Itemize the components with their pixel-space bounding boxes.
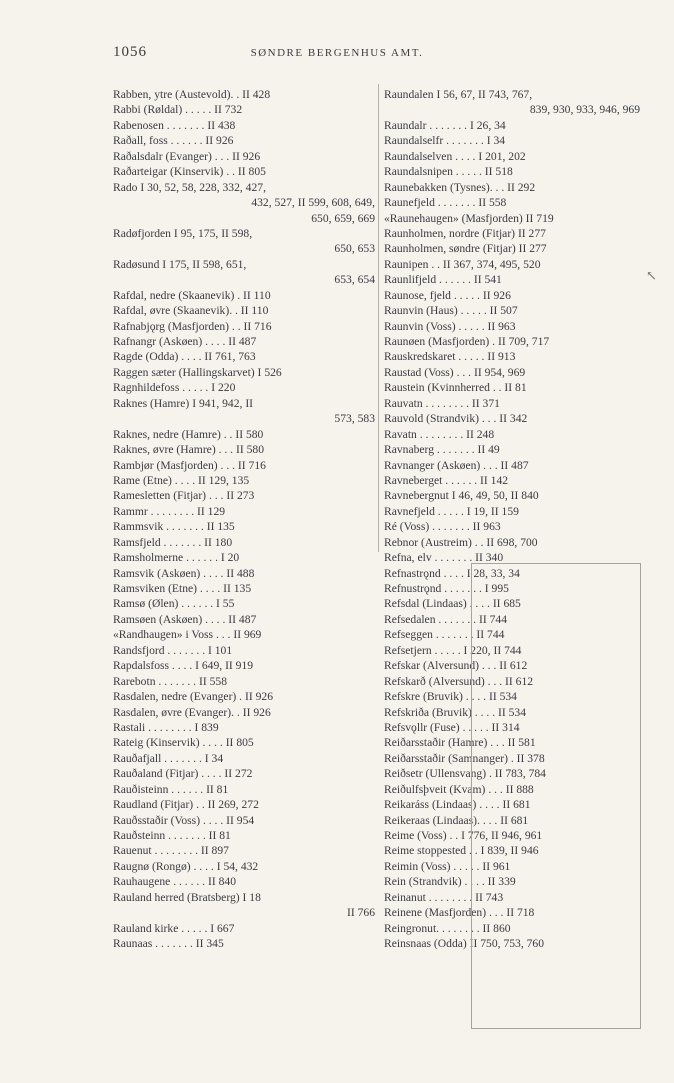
index-entry xyxy=(113,164,375,179)
index-entry-text: Raknes, nedre (Hamre) . . II 580 xyxy=(113,427,264,441)
index-entry-text: Rebnor (Austreim) . . II 698, 700 xyxy=(384,535,538,549)
index-entry xyxy=(113,566,375,581)
index-entry-text: Refskre (Bruvik) . . . . II 534 xyxy=(384,690,517,704)
index-entry xyxy=(113,303,375,318)
index-entry xyxy=(113,319,375,334)
index-entry xyxy=(113,488,375,503)
index-entry-text: Ramsøen (Askøen) . . . . II 487 xyxy=(113,612,257,626)
index-entry-text: Reinene (Masfjorden) . . . II 718 xyxy=(384,906,535,920)
index-entry xyxy=(384,87,640,102)
index-entry-text: Refsvǫllr (Fuse) . . . . . II 314 xyxy=(384,720,520,734)
index-entry xyxy=(113,843,375,858)
index-entry-text: Rauðaland (Fitjar) . . . . II 272 xyxy=(113,767,253,781)
index-entry-text: Reiðarsstaðir (Hamre) . . . II 581 xyxy=(384,736,536,750)
index-entry-text: Refsdal (Lindaas) . . . . II 685 xyxy=(384,597,521,611)
index-entry xyxy=(384,319,640,334)
index-entry xyxy=(113,334,375,349)
index-entry xyxy=(384,272,640,287)
index-entry-text: Ravnaberg . . . . . . . II 49 xyxy=(384,443,500,457)
index-entry-text: Raundalr . . . . . . . I 26, 34 xyxy=(384,118,506,132)
index-entry-text: Ramsvik (Askøen) . . . . II 488 xyxy=(113,566,255,580)
index-entry xyxy=(384,164,640,179)
index-entry-text: 650, 659, 669 xyxy=(311,211,375,225)
index-entry-text: Refseggen . . . . . . . II 744 xyxy=(384,628,505,642)
index-entry xyxy=(113,658,375,673)
index-entry-text: Rafdal, nedre (Skaanevik) . II 110 xyxy=(113,288,271,302)
index-entry-text: Raundalsnipen . . . . . II 518 xyxy=(384,165,513,179)
index-entry xyxy=(384,396,640,411)
index-entry xyxy=(113,380,375,395)
index-entry xyxy=(113,581,375,596)
index-entry-text: Raundalselfr . . . . . . . I 34 xyxy=(384,134,506,148)
index-entry-text: Reimin (Voss) . . . . . II 961 xyxy=(384,859,511,873)
index-entry-text: Raggen sæter (Hallingskarvet) I 526 xyxy=(113,365,282,379)
index-entry-text: Reinanut . . . . . . . . II 743 xyxy=(384,890,504,904)
index-entry xyxy=(113,535,375,550)
index-entry-continuation xyxy=(113,195,375,210)
index-entry-continuation xyxy=(113,411,375,426)
index-entry-text: Ramesletten (Fitjar) . . . II 273 xyxy=(113,489,255,503)
index-entry xyxy=(113,828,375,843)
index-entry-text: Raundalen I 56, 67, II 743, 767, xyxy=(384,88,533,101)
index-entry-text: Ravnanger (Askøen) . . . II 487 xyxy=(384,458,529,472)
index-entry-text: «Raunehaugen» (Masfjorden) II 719 xyxy=(384,211,554,225)
running-title: SØNDRE BERGENHUS AMT. xyxy=(250,47,424,59)
index-entry-text: Rarebotn . . . . . . . II 558 xyxy=(113,674,227,688)
index-entry-text: Rapdalsfoss . . . . I 649, II 919 xyxy=(113,659,254,673)
index-entry-text: Rauland kirke . . . . . I 667 xyxy=(113,921,235,935)
index-entry xyxy=(113,442,375,457)
index-entry-text: 839, 930, 933, 946, 969 xyxy=(529,103,640,117)
index-entry-text: Ramsviken (Etne) . . . . II 135 xyxy=(113,582,252,595)
index-entry xyxy=(113,427,375,442)
index-entry xyxy=(113,118,375,133)
index-entry xyxy=(113,797,375,812)
index-entry-text: Raunholmen, nordre (Fitjar) II 277 xyxy=(384,226,546,240)
index-entry xyxy=(113,612,375,627)
index-entry xyxy=(113,782,375,797)
index-entry-text: Refnustrǫnd . . . . . . . I 995 xyxy=(384,582,509,595)
index-entry xyxy=(113,689,375,704)
index-entry xyxy=(384,149,640,164)
index-entry-text: Refnastrǫnd . . . . I 28, 33, 34 xyxy=(384,566,520,580)
index-entry-text: Ravnefjeld . . . . . I 19, II 159 xyxy=(384,504,519,518)
index-entry xyxy=(384,180,640,195)
index-entry-continuation xyxy=(113,272,375,287)
index-entry xyxy=(384,473,640,488)
index-entry-text: Ravneberget . . . . . . II 142 xyxy=(384,473,509,487)
index-entry-text: Reikeraas (Lindaas). . . . II 681 xyxy=(384,813,529,827)
index-entry-text: Rauðisteinn . . . . . . II 81 xyxy=(113,782,229,796)
index-entry-text: Rauskredskaret . . . . . II 913 xyxy=(384,350,516,364)
index-entry xyxy=(384,211,640,226)
index-entry-text: Rame (Etne) . . . . II 129, 135 xyxy=(113,473,250,487)
index-entry xyxy=(113,226,375,241)
index-entry-text: Rauhaugene . . . . . . II 840 xyxy=(113,875,236,889)
index-entry-text: Raunose, fjeld . . . . . II 926 xyxy=(384,288,511,302)
index-entry-text: Raunaas . . . . . . . II 345 xyxy=(113,937,224,951)
index-entry-text: Raunefjeld . . . . . . . II 558 xyxy=(384,196,507,210)
index-entry-text: Refskar (Alversund) . . . II 612 xyxy=(384,659,528,673)
index-entry-text: Raunvin (Haus) . . . . . II 507 xyxy=(384,304,518,318)
index-entry-text: 653, 654 xyxy=(334,273,375,287)
index-entry xyxy=(113,627,375,642)
index-entry-text: Rauland herred (Bratsberg) I 18 xyxy=(113,890,261,904)
index-entry xyxy=(113,936,375,951)
index-entry-text: Raustein (Kvinnherred . . II 81 xyxy=(384,381,527,395)
index-entry-text: Raunholmen, søndre (Fitjar) II 277 xyxy=(384,242,547,256)
index-entry xyxy=(384,195,640,210)
index-column-left xyxy=(113,87,375,952)
index-entry-text: Reime stoppested . . I 839, II 946 xyxy=(384,844,539,858)
index-entry-text: Rammsvik . . . . . . . II 135 xyxy=(113,520,235,534)
index-entry xyxy=(113,921,375,936)
index-entry-text: Raðall, foss . . . . . . II 926 xyxy=(113,134,234,148)
index-entry xyxy=(113,288,375,303)
index-entry-text: Raknes (Hamre) I 941, 942, II xyxy=(113,396,254,410)
index-entry-text: Rauvold (Strandvik) . . . II 342 xyxy=(384,412,528,426)
index-entry xyxy=(384,535,640,550)
ruled-box xyxy=(471,563,641,1029)
index-entry xyxy=(384,288,640,303)
index-entry xyxy=(384,519,640,534)
index-entry xyxy=(113,643,375,658)
index-entry xyxy=(384,349,640,364)
page-number: 1056 xyxy=(113,44,147,60)
index-entry-text: Ré (Voss) . . . . . . . II 963 xyxy=(384,520,501,534)
index-entry-text: Raundalselven . . . . I 201, 202 xyxy=(384,149,526,163)
index-entry xyxy=(384,226,640,241)
index-entry xyxy=(384,133,640,148)
index-entry-text: Radøsund I 175, II 598, 651, xyxy=(113,257,247,271)
index-entry xyxy=(113,504,375,519)
index-entry-text: Raunipen . . II 367, 374, 495, 520 xyxy=(384,257,541,271)
index-entry-continuation xyxy=(384,102,640,117)
index-entry-text: Rabenosen . . . . . . . II 438 xyxy=(113,118,236,132)
index-entry xyxy=(113,458,375,473)
index-entry-text: Rasdalen, nedre (Evanger) . II 926 xyxy=(113,690,273,704)
index-entry-continuation xyxy=(113,241,375,256)
index-entry-text: Rauðafjall . . . . . . . I 34 xyxy=(113,751,224,765)
index-entry-text: Raudland (Fitjar) . . II 269, 272 xyxy=(113,798,259,812)
index-entry-text: Raugnø (Rongø) . . . . I 54, 432 xyxy=(113,859,259,873)
index-entry-text: Raknes, øvre (Hamre) . . . II 580 xyxy=(113,443,264,457)
index-entry-text: Raunøen (Masfjorden) . II 709, 717 xyxy=(384,335,550,348)
index-entry-continuation xyxy=(113,905,375,920)
index-entry xyxy=(384,411,640,426)
index-entry-text: Rauðsteinn . . . . . . . II 81 xyxy=(113,829,231,842)
index-entry-text: Reime (Voss) . . I 776, II 946, 961 xyxy=(384,829,543,842)
index-entry xyxy=(113,87,375,102)
index-entry-text: Rateig (Kinservik) . . . . II 805 xyxy=(113,736,254,750)
index-entry-text: Rein (Strandvik) . . . . II 339 xyxy=(384,875,516,889)
index-entry xyxy=(384,118,640,133)
index-entry-text: 650, 653 xyxy=(334,242,375,256)
index-entry xyxy=(113,519,375,534)
index-entry-text: Rauenut . . . . . . . . II 897 xyxy=(113,844,229,858)
index-entry xyxy=(113,180,375,195)
index-entry-text: Reikaráss (Lindaas) . . . . II 681 xyxy=(384,798,531,812)
index-entry-text: Ramsø (Ølen) . . . . . . I 55 xyxy=(113,597,235,611)
index-entry-text: Refsetjern . . . . . I 220, II 744 xyxy=(384,643,522,657)
index-entry xyxy=(113,596,375,611)
index-entry-text: Raunlifjeld . . . . . . II 541 xyxy=(384,273,502,287)
index-entry xyxy=(384,504,640,519)
index-entry-text: Rammr . . . . . . . . II 129 xyxy=(113,504,226,518)
index-entry-text: Rado I 30, 52, 58, 228, 332, 427, xyxy=(113,180,266,194)
index-entry-text: Radøfjorden I 95, 175, II 598, xyxy=(113,226,253,240)
index-entry xyxy=(113,674,375,689)
index-entry-text: Rasdalen, øvre (Evanger). . II 926 xyxy=(113,705,271,719)
index-entry xyxy=(113,720,375,735)
index-entry-text: 573, 583 xyxy=(334,412,375,426)
index-entry xyxy=(113,473,375,488)
index-entry xyxy=(113,890,375,905)
index-entry xyxy=(384,427,640,442)
index-entry-text: Refsedalen . . . . . . . II 744 xyxy=(384,612,507,626)
index-entry xyxy=(384,365,640,380)
index-entry-text: Rabben, ytre (Austevold). . II 428 xyxy=(113,88,271,101)
index-entry xyxy=(113,735,375,750)
index-entry-continuation xyxy=(113,211,375,226)
index-entry-text: Reingronut. . . . . . . . II 860 xyxy=(384,921,511,935)
index-entry-text: Reinsnaas (Odda) II 750, 753, 760 xyxy=(384,937,545,951)
index-entry xyxy=(113,874,375,889)
index-entry-text: Reiðarsstaðir (Samnanger) . II 378 xyxy=(384,751,545,765)
index-entry-text: Rauðsstaðir (Voss) . . . . II 954 xyxy=(113,813,255,827)
index-entry-text: Refskriða (Bruvik) . . . . II 534 xyxy=(384,705,526,719)
index-entry-text: Refskarð (Alversund) . . . II 612 xyxy=(384,674,534,688)
index-entry-text: Refna, elv . . . . . . . II 340 xyxy=(384,551,504,565)
index-entry-text: Raustad (Voss) . . . II 954, 969 xyxy=(384,365,526,379)
index-entry-text: Rauvatn . . . . . . . . II 371 xyxy=(384,396,500,410)
index-entry-text: 432, 527, II 599, 608, 649, xyxy=(251,196,375,210)
index-entry-text: Rastali . . . . . . . . I 839 xyxy=(113,720,219,734)
index-entry xyxy=(113,365,375,380)
index-entry xyxy=(384,241,640,256)
index-entry xyxy=(113,859,375,874)
index-entry-text: Raðalsdalr (Evanger) . . . II 926 xyxy=(113,149,261,163)
page-header xyxy=(0,44,674,64)
index-entry xyxy=(113,149,375,164)
index-entry xyxy=(113,133,375,148)
index-entry xyxy=(113,102,375,117)
index-entry xyxy=(113,396,375,411)
index-entry xyxy=(113,257,375,272)
index-entry xyxy=(384,334,640,349)
index-entry-text: Rambjør (Masfjorden) . . . II 716 xyxy=(113,458,266,472)
index-entry xyxy=(113,813,375,828)
index-entry xyxy=(113,349,375,364)
index-entry-text: Rafnangr (Askøen) . . . . II 487 xyxy=(113,335,257,348)
index-entry-text: «Randhaugen» i Voss . . . II 969 xyxy=(113,628,262,642)
index-entry-text: Rabbi (Røldal) . . . . . II 732 xyxy=(113,103,243,117)
index-entry xyxy=(384,442,640,457)
index-entry-text: Raunebakken (Tysnes). . . II 292 xyxy=(384,180,536,194)
index-entry xyxy=(384,257,640,272)
index-entry-text: Rafnabjǫrg (Masfjorden) . . II 716 xyxy=(113,319,272,333)
index-entry-text: Ragnhildefoss . . . . . I 220 xyxy=(113,381,236,395)
index-entry xyxy=(384,303,640,318)
index-entry xyxy=(113,550,375,565)
index-entry-text: Raðarteigar (Kinservik) . . II 805 xyxy=(113,165,266,179)
index-entry-text: Rafdal, øvre (Skaanevik). . II 110 xyxy=(113,304,269,318)
index-entry-text: II 766 xyxy=(346,906,375,920)
index-entry xyxy=(113,751,375,766)
index-entry-text: Ravatn . . . . . . . . II 248 xyxy=(384,427,495,441)
index-entry-text: Randsfjord . . . . . . . I 101 xyxy=(113,643,233,657)
index-entry xyxy=(113,766,375,781)
margin-mark: ↖ xyxy=(646,268,657,283)
index-entry xyxy=(384,488,640,503)
index-entry-text: Reiðsetr (Ullensvang) . II 783, 784 xyxy=(384,767,546,781)
index-entry xyxy=(384,458,640,473)
index-entry-text: Ramsholmerne . . . . . . I 20 xyxy=(113,551,240,565)
column-divider xyxy=(378,84,379,552)
index-entry xyxy=(384,380,640,395)
index-entry-text: Raunvin (Voss) . . . . . II 963 xyxy=(384,319,516,333)
index-entry-text: Ragde (Odda) . . . . II 761, 763 xyxy=(113,350,256,364)
index-entry-text: Ramsfjeld . . . . . . . II 180 xyxy=(113,535,233,549)
index-entry-text: Ravnebergnut I 46, 49, 50, II 840 xyxy=(384,489,539,503)
index-entry-text: Reiðulfsþveit (Kvam) . . . II 888 xyxy=(384,782,534,796)
index-entry xyxy=(113,705,375,720)
